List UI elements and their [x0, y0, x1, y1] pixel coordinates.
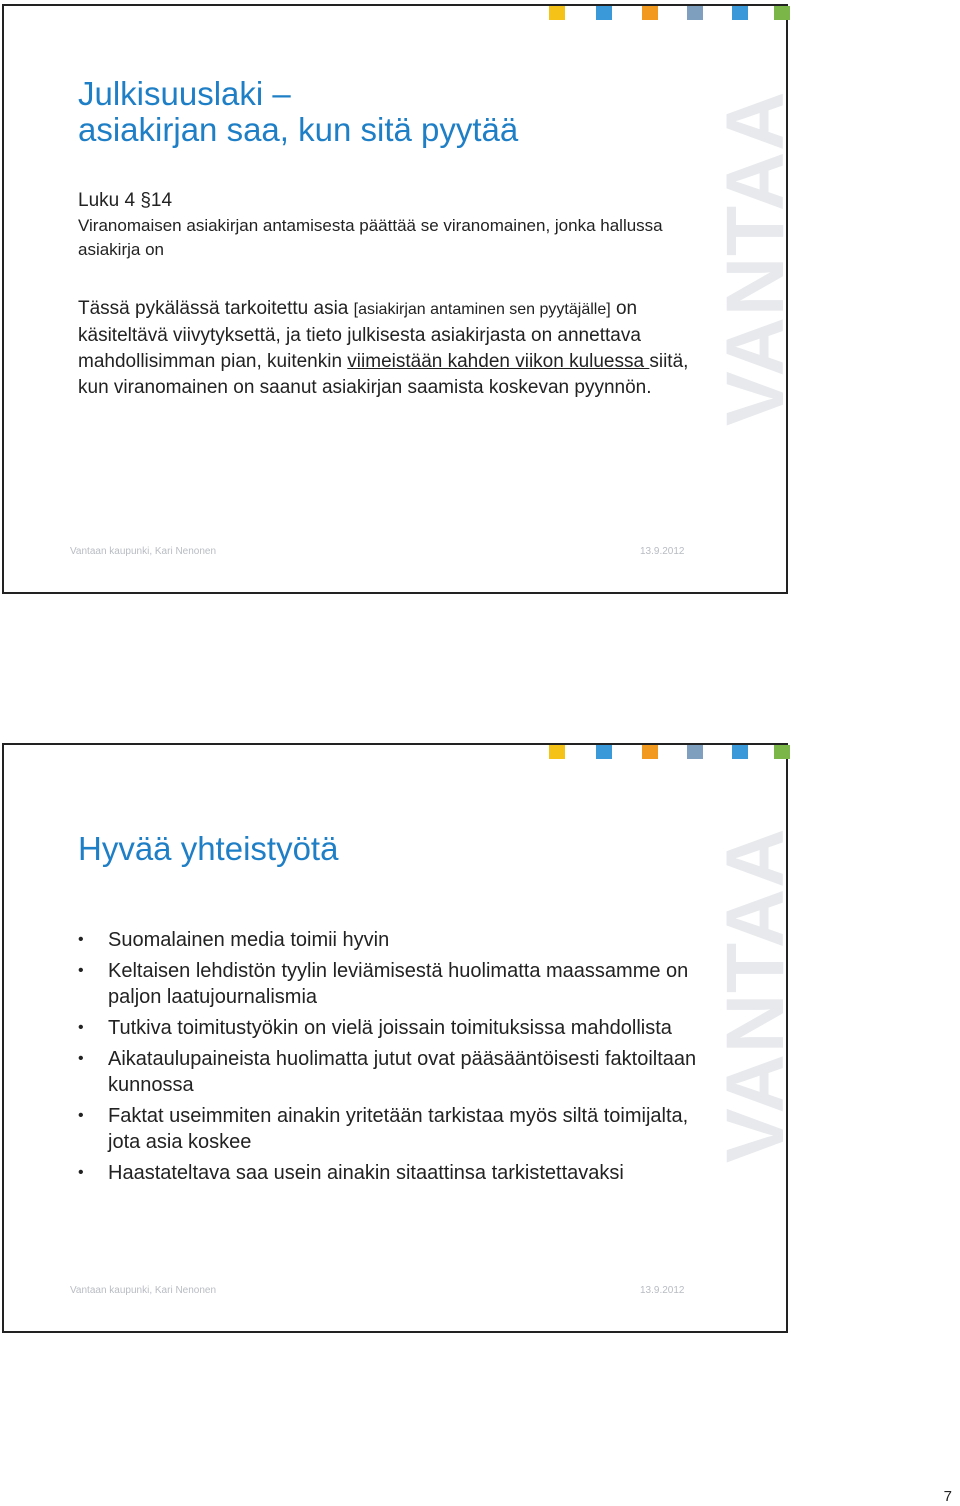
footer-date: 13.9.2012: [640, 546, 685, 557]
bullet-text: Faktat useimmiten ainakin yritetään tarkistaa myös siltä toimijalta, jota asia koskee: [108, 1105, 689, 1153]
accent-square: [687, 6, 703, 20]
bullet-list: [78, 927, 698, 1191]
section-heading: Luku 4 §14: [78, 190, 173, 211]
bullet-marker: •: [78, 1050, 84, 1067]
footer-author: Vantaan kaupunki, Kari Nenonen: [70, 546, 217, 557]
bullet-marker: •: [78, 931, 84, 948]
accent-square: [774, 6, 790, 20]
title-line: Julkisuuslaki –: [78, 75, 291, 112]
accent-square: [549, 6, 565, 20]
accent-square: [732, 6, 748, 20]
underlined-text: viimeistään kahden viikon kuluessa: [347, 351, 650, 372]
page-number: 7: [943, 1488, 952, 1505]
vantaa-watermark: VANTAA: [710, 827, 801, 1163]
accent-square: [732, 745, 748, 759]
accent-square: [596, 745, 612, 759]
bullet-item: [78, 1160, 698, 1186]
paragraph-text: siitä, kun viranomainen on saanut asiakirjan saamista koskevan pyynnön.: [78, 351, 689, 398]
footer-author: Vantaan kaupunki, Kari Nenonen: [70, 1285, 217, 1296]
paragraph: Viranomaisen asiakirjan antamisesta päättää se viranomainen, jonka hallussa asiakirja on: [78, 216, 663, 259]
paragraph-text: on käsiteltävä viivytyksettä, ja tieto julkisesta asiakirjasta on annettava mahdollisimman pian, kuitenkin: [78, 298, 641, 372]
bullet-text: Haastateltava saa usein ainakin sitaattinsa tarkistettavaksi: [108, 1162, 624, 1184]
bullet-text: Keltaisen lehdistön tyylin leviämisestä huolimatta maassamme on paljon laatujournalismia: [108, 960, 689, 1008]
accent-square: [687, 745, 703, 759]
bullet-marker: •: [78, 1164, 84, 1181]
bullet-item: [78, 1103, 698, 1155]
paragraph: [78, 296, 698, 401]
slide-2: [2, 743, 801, 1333]
slide-body: [78, 188, 698, 401]
bullet-marker: •: [78, 1019, 84, 1036]
bullet-text: Tutkiva toimitustyökin on vielä joissain toimituksissa mahdollista: [108, 1017, 672, 1039]
bullet-item: [78, 927, 698, 953]
slide-title: Hyvää yhteistyötä: [78, 830, 339, 867]
accent-square: [596, 6, 612, 20]
accent-square: [642, 745, 658, 759]
bullet-text: Aikataulupaineista huolimatta jutut ovat pääsääntöisesti faktoiltaan kunnossa: [108, 1048, 697, 1096]
vantaa-watermark: VANTAA: [710, 90, 801, 426]
footer-date: 13.9.2012: [640, 1285, 685, 1296]
slide-1: [2, 4, 801, 594]
accent-square: [774, 745, 790, 759]
bullet-item: [78, 958, 698, 1010]
accent-square: [642, 6, 658, 20]
accent-square: [549, 745, 565, 759]
bullet-marker: •: [78, 962, 84, 979]
paragraph-text: Tässä pykälässä tarkoitettu asia: [78, 298, 354, 319]
bullet-item: [78, 1046, 698, 1098]
title-line: asiakirjan saa, kun sitä pyytää: [78, 111, 519, 148]
bullet-item: [78, 1015, 698, 1041]
bullet-marker: •: [78, 1107, 84, 1124]
bullet-text: Suomalainen media toimii hyvin: [108, 929, 390, 951]
slide-title: [78, 76, 518, 148]
bracket-note: [asiakirjan antaminen sen pyytäjälle]: [353, 301, 611, 318]
